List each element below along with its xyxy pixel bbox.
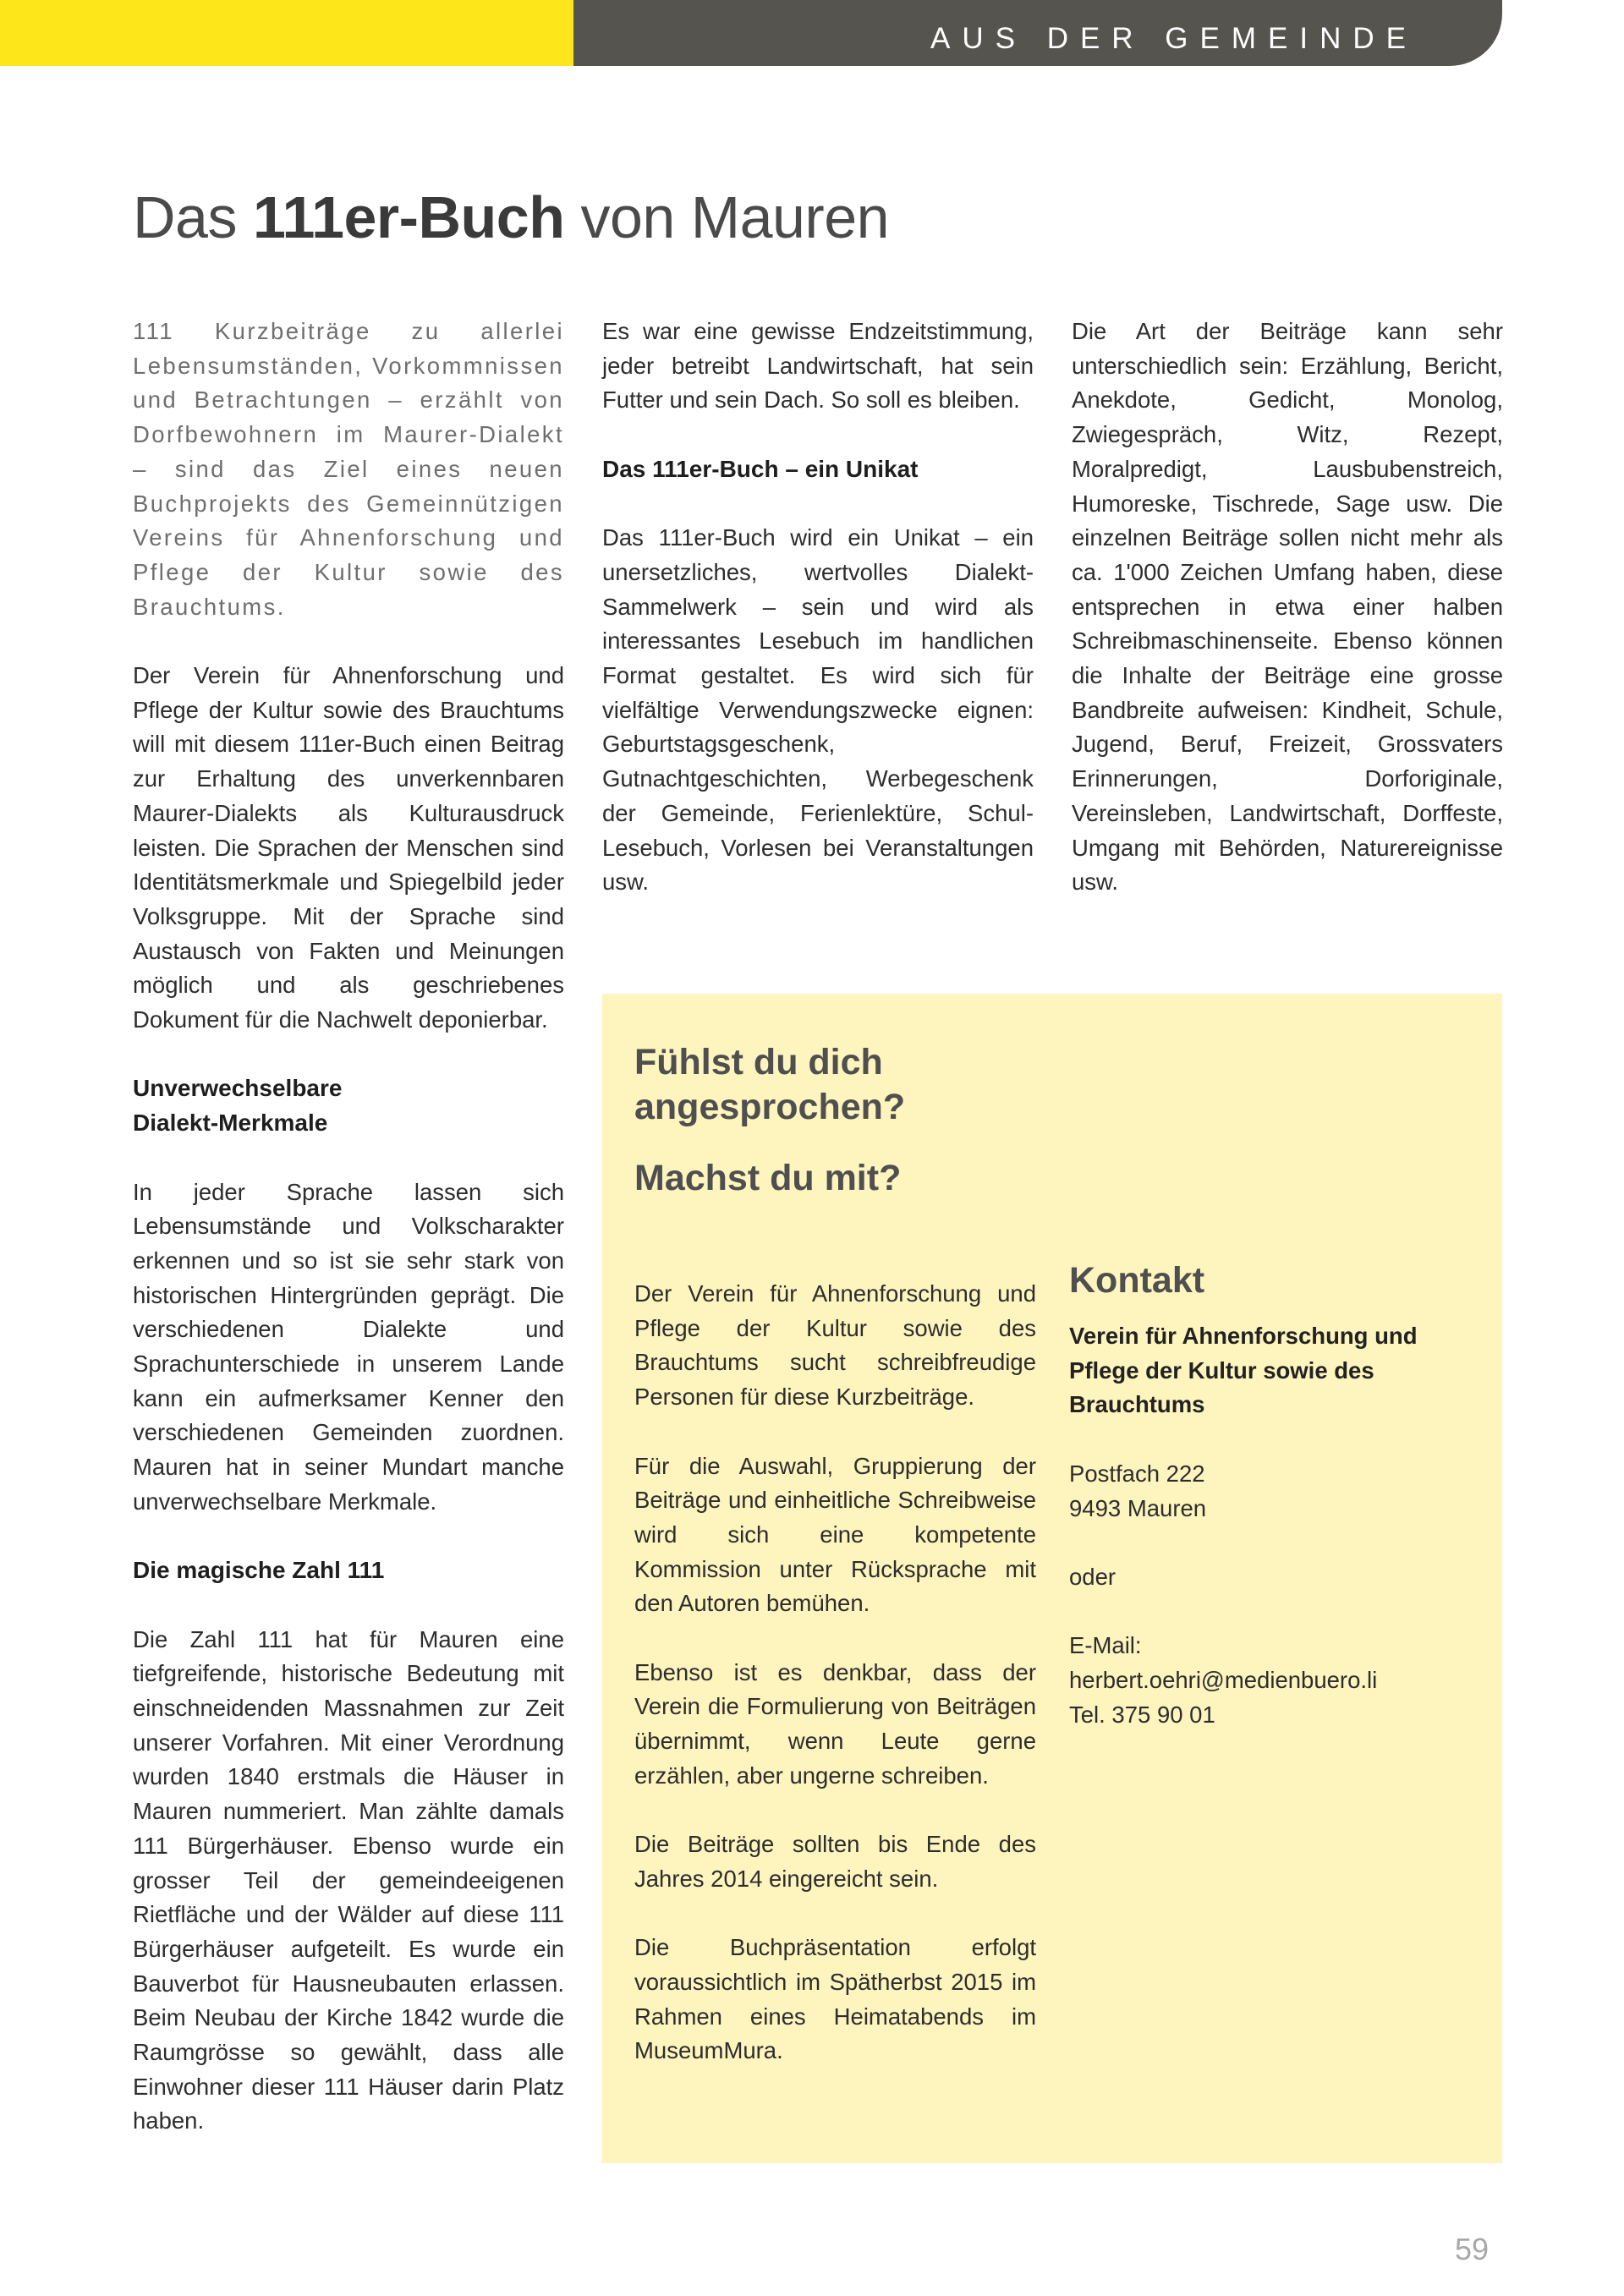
callout-paragraph-5: Die Buchpräsentation erfolgt voraussichtlich im Spätherbst 2015 im Rahmen eines Heimatabends im MuseumMura. — [634, 1934, 1036, 2064]
paragraph-endzeit: Es war eine gewisse Endzeitstimmung, jeder betreibt Landwirtschaft, hat sein Futter und sein Dach. So soll es bleiben. — [602, 318, 1034, 414]
title-suffix: von Mauren — [564, 184, 890, 250]
callout-paragraph-3: Ebenso ist es denkbar, dass der Verein die Formulierung von Beiträgen übernimmt, wenn Leute gerne erzählen, aber ungerne schreiben. — [634, 1658, 1036, 1789]
paragraph-intro: Der Verein für Ahnenforschung und Pflege der Kultur sowie des Brauchtums will mit diesem 111er-Buch einen Beitrag zur Erhaltung des unverkennbaren Maurer-Dialekts als Kulturausdruck leisten. Die Sprachen der Menschen sind Identitätsmerkmale und Spiegelbild jeder Volksgruppe. Mit der Sprache sind Austausch von Fakten und Meinungen möglich und als geschriebenes Dokument für die Nachwelt deponierbar. — [133, 662, 564, 1033]
email-link[interactable]: herbert.oehri@medienbuero.li — [1069, 1666, 1378, 1693]
contact-address — [1069, 1457, 1475, 1526]
page-title — [133, 182, 889, 253]
paragraph-beitraege: Die Art der Beiträge kann sehr unterschiedlich sein: Erzählung, Bericht, Anekdote, Gedicht, Monolog, Zwiegespräch, Witz, Rezept, Moralpredigt, Lausbubenstreich, Humoreske, Tischrede, Sage usw. Die einzelnen Beiträge sollen nicht mehr als ca. 1'000 Zeichen Umfang haben, diese entsprechen in etwa einer halben Schreibmaschinenseite. Ebenso können die Inhalte der Beiträge eine grosse Bandbreite aufweisen: Kindheit, Schule, Jugend, Beruf, Freizeit, Grossvaters Erinnerungen, Dorforiginale, Vereinsleben, Landwirtschaft, Dorffeste, Umgang mit Behörden, Naturereignisse usw. — [1072, 318, 1503, 896]
page-number: 59 — [1454, 2232, 1489, 2266]
contact-details — [1069, 1629, 1475, 1732]
callout-paragraph-1: Der Verein für Ahnenforschung und Pflege der Kultur sowie des Brauchtums sucht schreibfreudige Personen für diese Kurzbeiträge. — [634, 1280, 1036, 1411]
section-header-band — [573, 0, 1502, 66]
address-line-1: Postfach 222 — [1069, 1460, 1205, 1487]
callout-subheading: Machst du mit? — [634, 1158, 902, 1198]
lead-text: 111 Kurzbeiträge zu allerlei Lebensumständen, Vorkommnissen und Betrachtungen – erzählt von Dorfbewohnern im Maurer-Dialekt – sind das Ziel eines neuen Buchprojekts des Gemeinnützigen Vereins für Ahnenforschung und Pflege der Kultur sowie des Brauchtums. — [133, 318, 564, 620]
contact-column — [1069, 1258, 1475, 1732]
article-column-3 — [1072, 315, 1503, 900]
title-prefix: Das — [133, 184, 253, 250]
contact-heading: Kontakt — [1069, 1260, 1205, 1301]
org-line-3: Brauchtums — [1069, 1391, 1205, 1418]
paragraph-dialect: In jeder Sprache lassen sich Lebensumstände und Volkscharakter erkennen und so ist sie sehr stark von historischen Hintergründen geprägt. Die verschiedenen Dialekte und Sprachunterschiede in unserem Lande kann ein aufmerksamer Kenner den verschiedenen Gemeinden zuordnen. Mauren hat in seiner Mundart manche unverwechselbare Merkmale. — [133, 1178, 564, 1515]
header-accent-strip — [0, 0, 573, 66]
heading-dialect-line1: Unverwechselbare — [133, 1075, 343, 1102]
heading-dialect — [133, 1071, 564, 1140]
lead-paragraph — [133, 315, 564, 624]
callout-column — [634, 1277, 1036, 2069]
callout-heading: Fühlst du dich angesprochen? — [634, 1042, 906, 1127]
contact-or: oder — [1069, 1563, 1116, 1590]
address-line-2: 9493 Mauren — [1069, 1494, 1207, 1521]
section-title: AUS DER GEMEINDE — [930, 22, 1418, 55]
heading-dialect-line2: Dialekt-Merkmale — [133, 1110, 328, 1137]
callout-paragraph-4: Die Beiträge sollten bis Ende des Jahres 2014 eingereicht sein. — [634, 1831, 1036, 1892]
paragraph-magic-number: Die Zahl 111 hat für Mauren eine tiefgreifende, historische Bedeutung mit einschneidenden Massnahmen zur Zeit unserer Vorfahren. Mit einer Verordnung wurden 1840 erstmals die Häuser in Mauren nummeriert. Man zählte damals 111 Bürgerhäuser. Ebenso wurde ein grosser Teil der gemeindeeigenen Rietfläche und der Wälder auf diese 111 Bürgerhäuser aufgeteilt. Es wurde ein Bauverbot für Hausneubauten erlassen. Beim Neubau der Kirche 1842 wurde die Raumgrösse so gewählt, dass alle Einwohner dieser 111 Häuser darin Platz haben. — [133, 1625, 564, 2134]
paragraph-unikat: Das 111er-Buch wird ein Unikat – ein unersetzliches, wertvolles Dialekt-Sammelwerk – sein und wird als interessantes Lesebuch im handlichen Format gestaltet. Es wird sich für vielfältige Verwendungszwecke eignen: Geburtstagsgeschenk, Gutnachtgeschichten, Werbegeschenk der Gemeinde, Ferienlektüre, Schul-Lesebuch, Vorlesen bei Veranstaltungen usw. — [602, 524, 1034, 896]
contact-organisation — [1069, 1319, 1475, 1422]
article-column-2 — [602, 315, 1034, 900]
heading-magic-number: Die magische Zahl 111 — [133, 1557, 385, 1584]
title-bold: 111er-Buch — [252, 184, 565, 250]
phone-number: Tel. 375 90 01 — [1069, 1701, 1215, 1728]
article-column-1 — [133, 315, 564, 2139]
callout-paragraph-2: Für die Auswahl, Gruppierung der Beiträge und einheitliche Schreibweise wird sich eine kompetente Kommission unter Rücksprache mit den Autoren bemühen. — [634, 1452, 1036, 1617]
org-line-1: Verein für Ahnenforschung und — [1069, 1323, 1418, 1349]
org-line-2: Pflege der Kultur sowie des — [1069, 1356, 1374, 1384]
heading-unikat: Das 111er-Buch – ein Unikat — [602, 455, 919, 482]
email-label: E-Mail: — [1069, 1632, 1142, 1659]
